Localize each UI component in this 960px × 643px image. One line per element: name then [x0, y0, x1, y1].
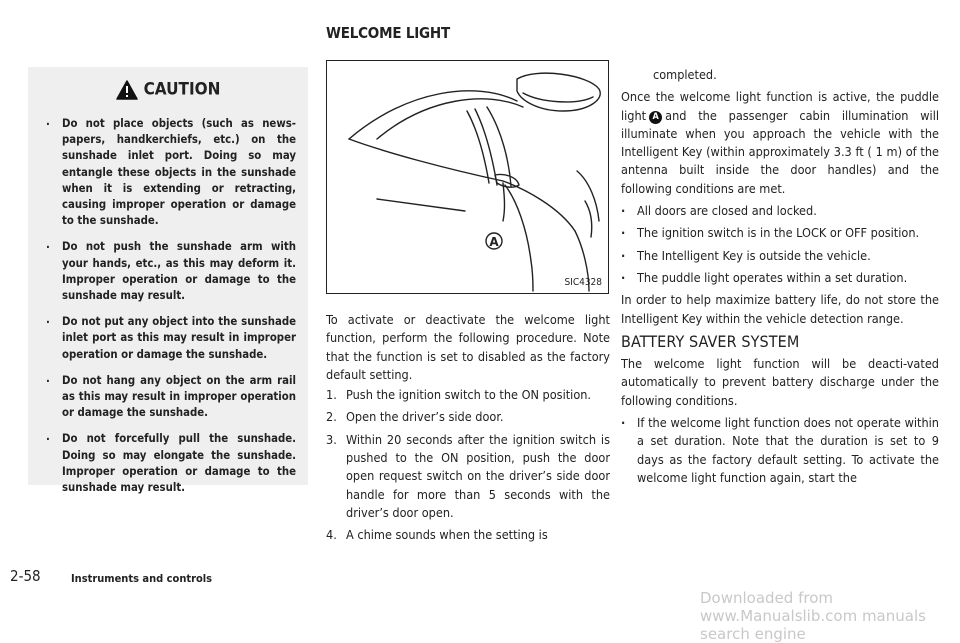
battery-intro: The welcome light function will be deacti-vated automatically to prevent battery discharge under the following conditions. — [621, 356, 939, 408]
battery-life-note: In order to help maximize battery life, do not store the Intelligent Key within the vehicle detection range. — [621, 292, 939, 326]
section-heading: WELCOME LIGHT — [326, 24, 451, 42]
puddle-light-marker-icon: A — [649, 111, 662, 124]
step-text: A chime sounds when the setting is — [346, 527, 548, 543]
caution-box — [28, 67, 308, 495]
caution-item: . Do not push the sunshade arm with your hands, etc., as this may deform it. Improper operation or damage to the sunshade may result. — [46, 239, 296, 304]
caution-item: . Do not place objects (such as news-papers, handkerchiefs, etc.) on the sunshade inlet port. Doing so may entangle these objects in the sunshade when it is extending or retracting, causing improper operation or damage to the sunshade. — [46, 116, 296, 229]
caution-item: . Do not hang any object on the arm rail as this may result in improper operation or damage the sunshade. — [46, 373, 296, 422]
condition-item: . All doors are closed and locked. — [621, 202, 939, 220]
caution-header — [28, 79, 308, 100]
procedure-step — [326, 431, 610, 522]
warning-triangle-icon — [116, 80, 138, 100]
condition-item: . The Intelligent Key is outside the vehicle. — [621, 247, 939, 265]
step-number: 3. — [326, 431, 337, 447]
welcome-paragraph-part: Once the welcome light function is active, the puddle light — [621, 89, 939, 123]
step-number: 2. — [326, 409, 337, 425]
procedure-step — [326, 526, 610, 544]
procedure-intro: To activate or deactivate the welcome light function, perform the following procedure. Note that the function is set to disabled as the factory default setting. — [326, 312, 610, 382]
page-number: 2-58 — [10, 567, 41, 585]
step-text: Push the ignition switch to the ON position. — [346, 387, 592, 403]
footer-watermark: Downloaded from www.Manualslib.com manuals search engine — [700, 589, 926, 643]
continued-text: completed. — [653, 67, 717, 82]
right-column — [621, 66, 939, 491]
section-name: Instruments and controls — [71, 572, 213, 585]
procedure-step — [326, 408, 610, 426]
battery-saver-heading: BATTERY SAVER SYSTEM — [621, 331, 800, 351]
figure-id: SIC4328 — [564, 277, 602, 288]
battery-item: . If the welcome light function does not operate within a set duration. Note that the duration is set to 9 days as the factory default setting. To activate the welcome light function again, start the — [621, 414, 939, 487]
step-text: Within 20 seconds after the ignition switch is pushed to the ON position, push the door open request switch on the driver’s side door handle for more than 5 seconds with the driver’s door open. — [346, 431, 610, 520]
caution-item: . Do not put any object into the sunshade inlet port as this may result in improper operation or damage the sunshade. — [46, 314, 296, 363]
step-number: 1. — [326, 387, 337, 403]
middle-column — [326, 311, 610, 549]
welcome-light-figure — [326, 60, 609, 294]
welcome-paragraph — [621, 88, 939, 198]
condition-item: . The puddle light operates within a set duration. — [621, 269, 939, 287]
caution-title: CAUTION — [143, 79, 221, 100]
figure-callout: A — [489, 235, 499, 249]
caution-list — [46, 116, 296, 506]
welcome-paragraph-part: and the passenger cabin illumination will illuminate when you approach the vehicle with the Intelligent Key (within approximately 3.3 ft ( 1 m) of the antenna built inside the door handles) and the following conditions are met. — [621, 107, 939, 196]
step-number: 4. — [326, 527, 337, 543]
caution-item: . Do not forcefully pull the sunshade. Doing so may elongate the sunshade. Improper operation or damage to the sunshade may result. — [46, 431, 296, 496]
condition-item: . The ignition switch is in the LOCK or OFF position. — [621, 224, 939, 242]
step-text: Open the driver’s side door. — [346, 409, 504, 425]
car-door-illustration — [327, 61, 608, 293]
procedure-step — [326, 386, 610, 404]
